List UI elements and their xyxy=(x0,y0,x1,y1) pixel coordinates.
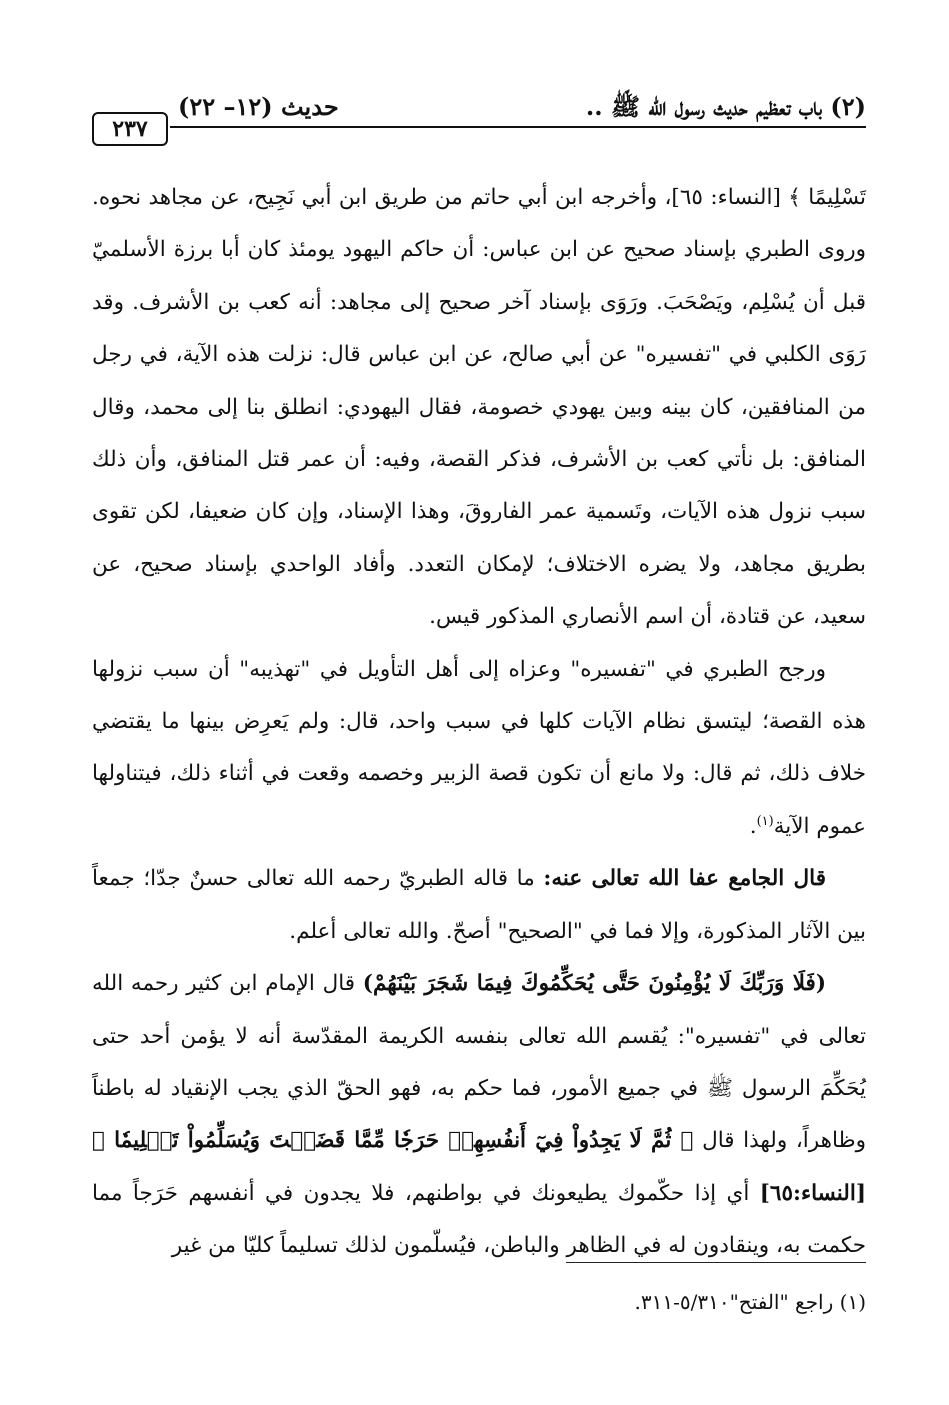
footnote-1: (١) راجع "الفتح"٥/٣١٠-٣١١. xyxy=(634,1290,866,1314)
hadith-range: حديث (١٢– ٢٢) xyxy=(178,92,339,121)
paragraph-4 xyxy=(92,958,866,1272)
quran-verse-quote: ﴿ ثُمَّ لَا يَجِدُواْ فِيٓ أَنفُسِهِمۡ حَرَجٗا مِّمَّا قَضَيۡتَ وَيُسَلِّمُواْ تَسۡلِيمٗا ﴾ xyxy=(92,1128,694,1154)
paragraph-2-text: ورجح الطبري في "تفسيره" وعزاه إلى أهل التأويل في "تهذيبه" أن سبب نزولها هذه القصة؛ ليتسق نظام الآيات كلها في سبب واحد، قال: ولم يَعرِض بينها ما يقتضي خلاف ذلك، ثم قال: ولا مانع أن تكون قصة الزبير وخصمه وقعت في أثناء ذلك، فيتناولها عموم الآية xyxy=(92,656,866,839)
chapter-title: (٢) باب تعظيم حديث رسول الله ﷺ .. xyxy=(585,92,866,121)
footnote-ref-1: (١) xyxy=(756,813,774,829)
page-number: ٢٣٧ xyxy=(92,112,168,146)
compiler-note-lead: قال الجامع عفا الله تعالى عنه: xyxy=(543,866,826,892)
footnote-rule xyxy=(566,1262,866,1263)
paragraph-1 xyxy=(92,172,866,644)
paragraph-4-text-a: قال الإمام ابن كثير رحمه الله تعالى في "تفسيره": يُقسم الله تعالى بنفسه الكريمة المقدّسة أنه لا يؤمن أحد حتى يُحَكِّمَ الرسول ﷺ في جميع الأمور، فما حكم به، فهو الحقّ الذي يجب الإنقياد له باطناً وظاهراً، ولهذا قال xyxy=(92,971,866,1154)
paragraph-2-end: . xyxy=(749,813,757,839)
body-text xyxy=(92,172,866,1273)
paragraph-3 xyxy=(92,853,866,958)
running-header xyxy=(92,92,866,152)
verse-reference: [النساء:٦٥] xyxy=(759,1180,866,1206)
quran-verse-heading: (فَلَا وَرَبِّكَ لَا يُؤْمِنُونَ حَتَّى يُحَكِّمُوكَ فِيمَا شَجَرَ بَيْنَهُمْ) xyxy=(362,971,826,997)
paragraph-4-text-b: أي إذا حكّموك يطيعونك في بواطنهم، فلا يجدون في أنفسهم حَرَجاً مما حكمت به، وينقادون له في الظاهر والباطن، فيُسلّمون لذلك تسليماً كليّا من غير xyxy=(92,1180,866,1259)
paragraph-1-text: تَسْلِيمًا ﴾ [النساء: ٦٥]، وأخرجه ابن أبي حاتم من طريق ابن أبي نَجِيح، عن مجاهد نحوه. وروى الطبري بإسناد صحيح عن ابن عباس: أن حاكم اليهود يومئذ كان أبا برزة الأسلميّ قبل أن يُسْلِم، ويَصْحَبَ. ورَوَى بإسناد آخر صحيح إلى مجاهد: أنه كعب بن الأشرف. وقد رَوَى الكلبي في "تفسيره" عن أبي صالح، عن ابن عباس قال: نزلت هذه الآية، في رجل من المنافقين، كان بينه وبين يهودي خصومة، فقال اليهودي: انطلق بنا إلى محمد، وقال المنافق: بل نأتي كعب بن الأشرف، فذكر القصة، وفيه: أن عمر قتل المنافق، وأن ذلك سبب نزول هذه الآيات، وتَسمية عمر الفاروقَ، وهذا الإسناد، وإن كان ضعيفا، لكن تقوى بطريق مجاهد، ولا يضره الاختلاف؛ لإمكان التعدد. وأفاد الواحدي بإسناد صحيح، عن سعيد، عن قتادة، أن اسم الأنصاري المذكور قيس. xyxy=(92,185,866,630)
paragraph-2 xyxy=(92,644,866,854)
paragraph-3-text: ما قاله الطبريّ رحمه الله تعالى حسنٌ جدّا؛ جمعاً بين الآثار المذكورة، وإلا فما في "الصحيح" أصحّ. والله تعالى أعلم. xyxy=(92,866,866,944)
